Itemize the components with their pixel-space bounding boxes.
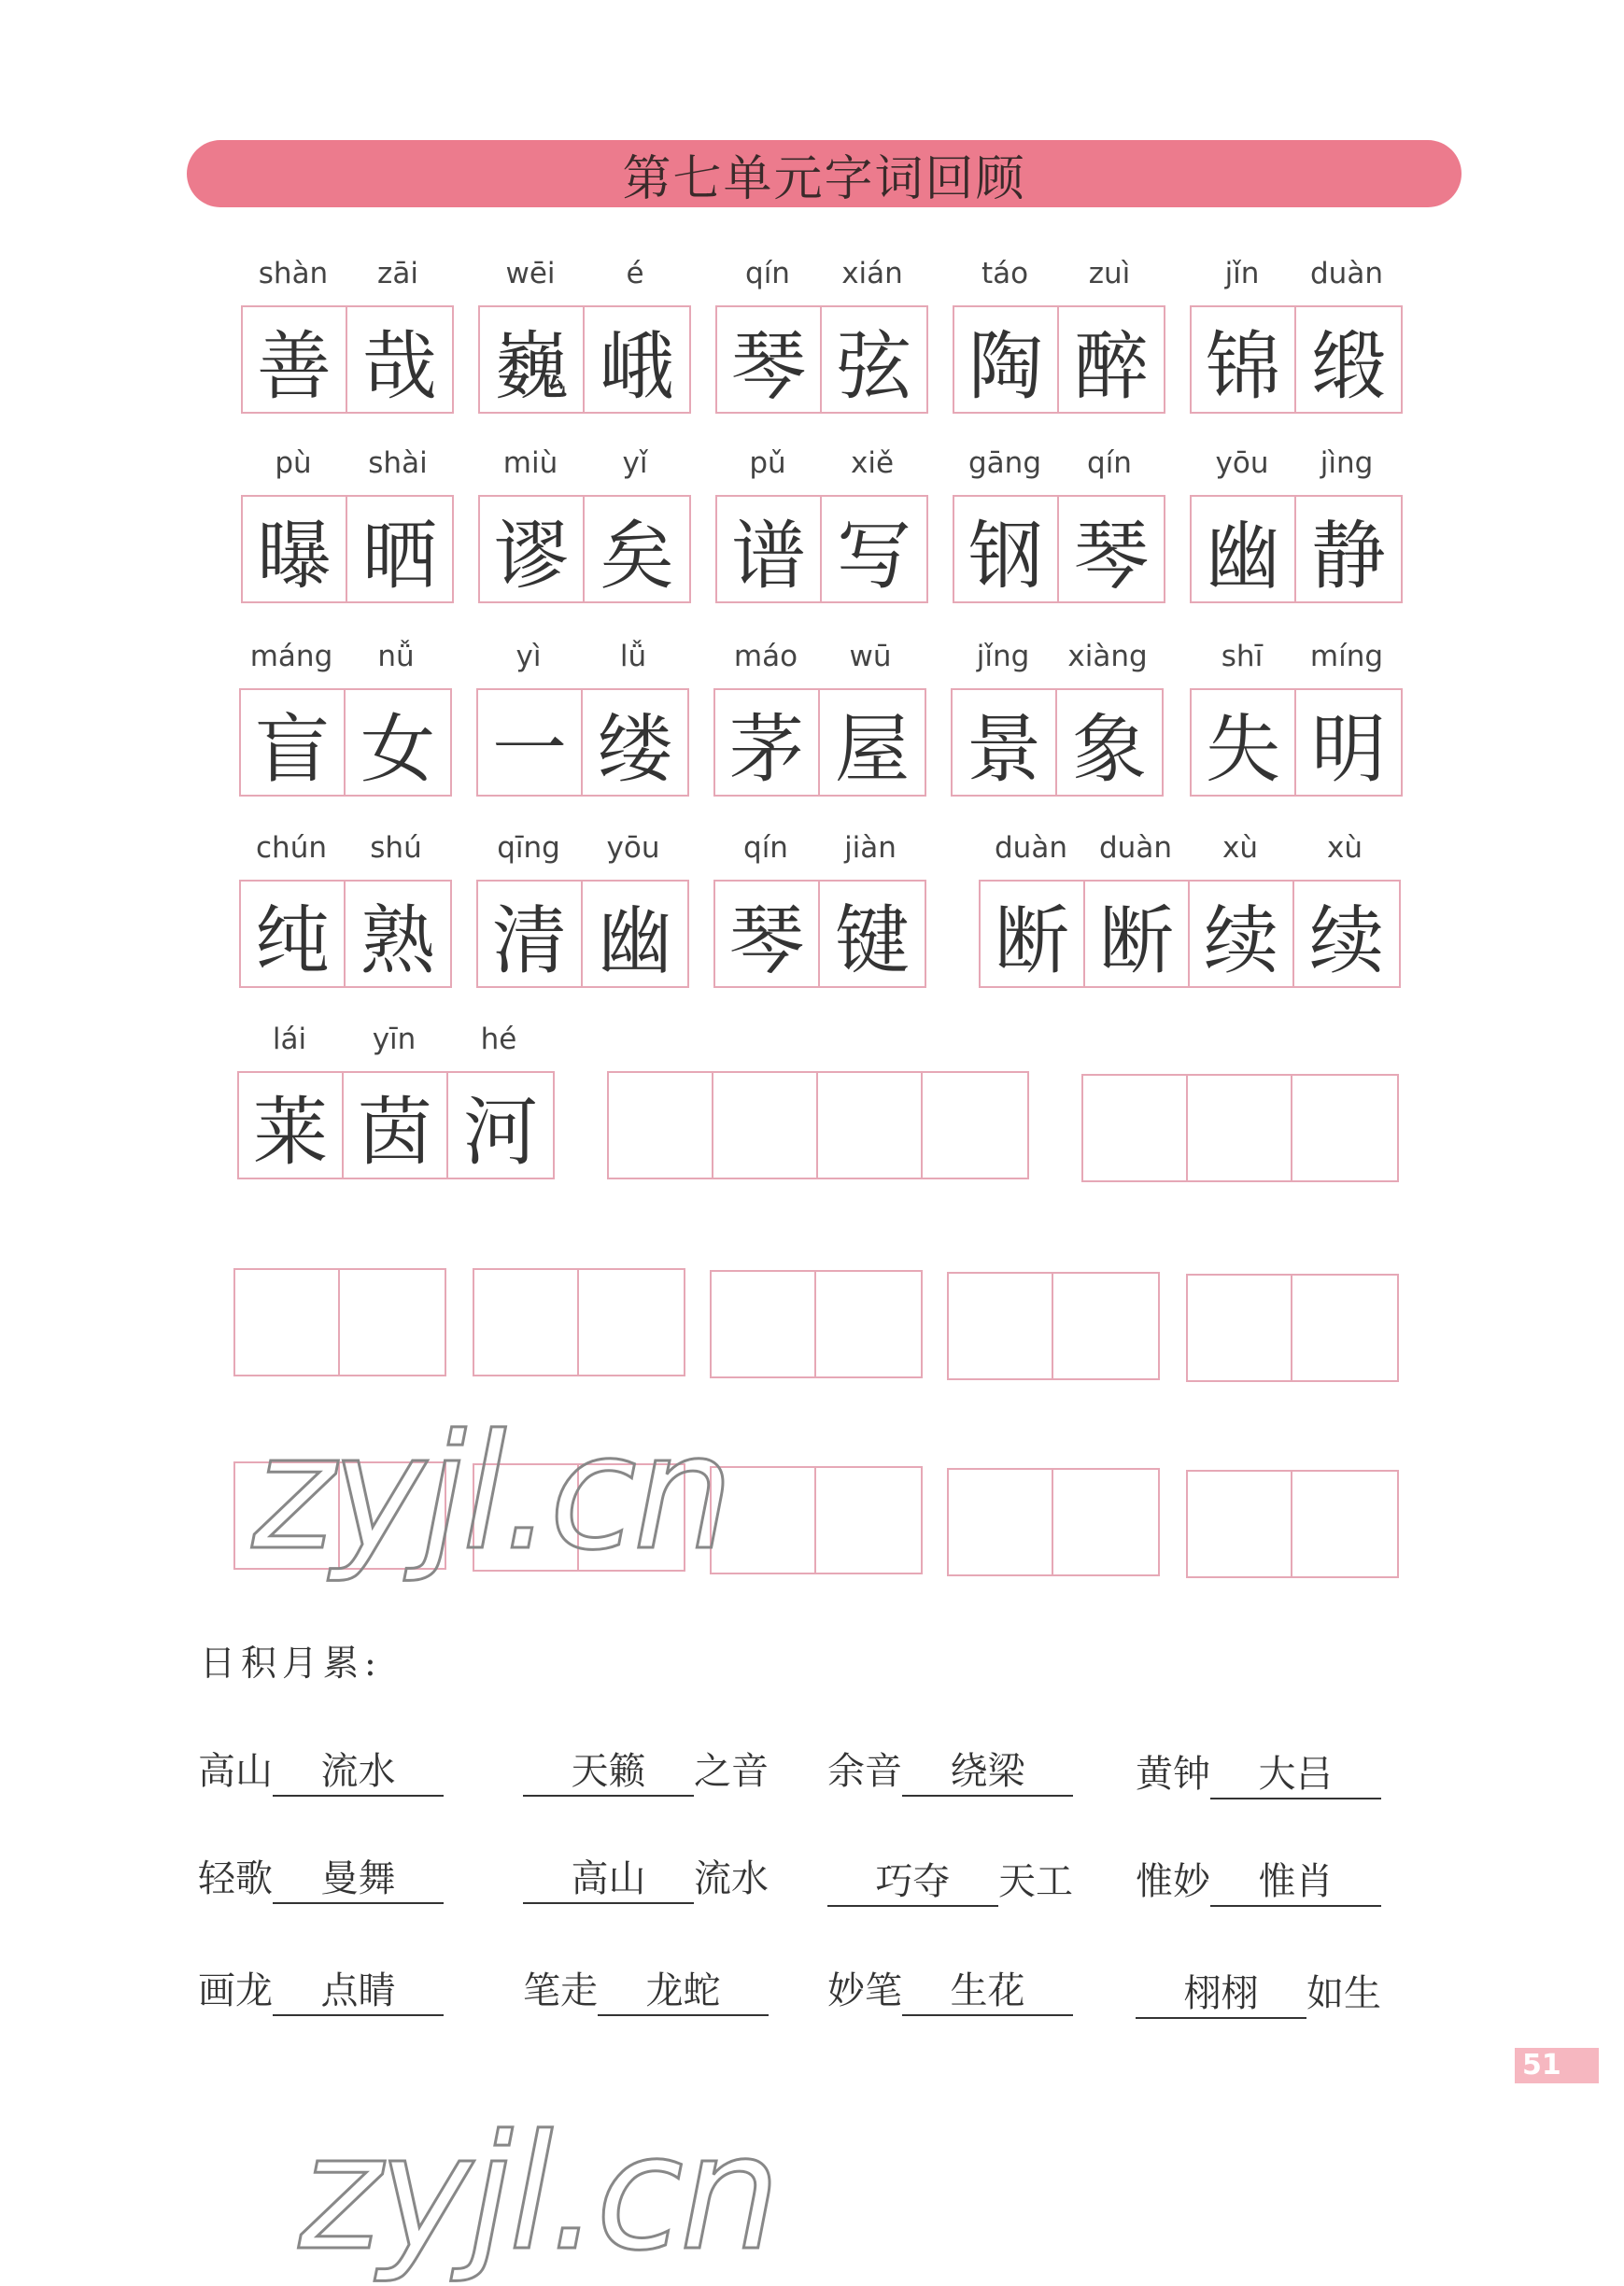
pinyin: gāng — [968, 446, 1041, 480]
hanzi: 纯 — [241, 882, 346, 986]
hanzi: 陶 — [954, 307, 1059, 412]
hanzi: 女 — [360, 705, 435, 793]
hanzi: 屋 — [835, 705, 910, 793]
idiom-answer[interactable]: 生花 — [902, 1961, 1073, 2016]
pinyin: duàn — [995, 831, 1067, 865]
pinyin: míng — [1309, 640, 1384, 673]
idiom-answer[interactable]: 栩栩 — [1136, 1964, 1306, 2019]
pinyin: qín — [1087, 446, 1132, 480]
pinyin: jiàn — [844, 831, 897, 865]
hanzi: 哉 — [362, 322, 437, 410]
unit-title-banner — [187, 140, 1462, 207]
pinyin: máo — [733, 640, 798, 673]
hanzi: 续 — [1190, 882, 1294, 986]
hanzi: 熟 — [360, 896, 435, 984]
idiom-answer[interactable]: 天籁 — [523, 1742, 694, 1797]
tianzige-box — [241, 495, 454, 603]
tianzige-box — [476, 688, 689, 797]
hanzi: 盲 — [241, 690, 346, 795]
pinyin: zuì — [1088, 257, 1131, 290]
idiom-item: 高山 流水 — [523, 1849, 769, 1904]
tianzige-box — [1190, 688, 1403, 797]
hanzi: 清 — [478, 882, 583, 986]
pinyin: pǔ — [749, 446, 786, 480]
pinyin: táo — [981, 257, 1029, 290]
hanzi: 善 — [243, 307, 347, 412]
hanzi: 断 — [1085, 882, 1190, 986]
idiom-item: 巧夺 天工 — [827, 1852, 1073, 1907]
hanzi: 景 — [953, 690, 1057, 795]
hanzi: 河 — [463, 1088, 538, 1176]
hanzi: 断 — [981, 882, 1085, 986]
empty-writing-box[interactable] — [473, 1268, 685, 1376]
pinyin: pù — [275, 446, 312, 480]
hanzi: 幽 — [598, 896, 672, 984]
hanzi: 缎 — [1311, 322, 1386, 410]
pinyin: zāi — [377, 257, 418, 290]
pinyin: yōu — [1215, 446, 1269, 480]
hanzi: 矣 — [600, 512, 674, 600]
idiom-answer[interactable]: 绕梁 — [902, 1742, 1073, 1797]
pinyin: jìng — [1320, 446, 1374, 480]
tianzige-box — [715, 305, 928, 414]
pinyin: é — [626, 257, 644, 290]
page-number: 51 — [1515, 2048, 1599, 2083]
pinyin: lǚ — [619, 640, 647, 673]
pinyin: qín — [745, 257, 790, 290]
pinyin: wēi — [505, 257, 556, 290]
pinyin: hé — [480, 1023, 517, 1056]
idiom-item: 天籁 之音 — [523, 1742, 769, 1797]
section-heading: 日积月累: — [200, 1643, 382, 1684]
idiom-item: 画龙 点睛 — [198, 1961, 444, 2016]
pinyin: xù — [1327, 831, 1363, 865]
empty-writing-box[interactable] — [947, 1468, 1160, 1576]
idiom-item: 轻歌 曼舞 — [198, 1849, 444, 1904]
pinyin: xù — [1222, 831, 1258, 865]
hanzi: 琴 — [717, 307, 822, 412]
pinyin: qīng — [497, 831, 560, 865]
pinyin: shú — [370, 831, 422, 865]
tianzige-box — [953, 305, 1165, 414]
pinyin: shī — [1221, 640, 1264, 673]
idiom-item: 栩栩 如生 — [1136, 1964, 1381, 2019]
empty-writing-box[interactable] — [1186, 1470, 1399, 1578]
empty-writing-box[interactable] — [710, 1270, 923, 1378]
idiom-answer[interactable]: 流水 — [273, 1742, 444, 1797]
pinyin: lái — [272, 1023, 307, 1056]
hanzi: 幽 — [1192, 497, 1296, 601]
hanzi: 失 — [1192, 690, 1296, 795]
idiom-item: 惟妙 惟肖 — [1136, 1852, 1381, 1907]
hanzi: 晒 — [362, 512, 437, 600]
tianzige-box — [713, 688, 926, 797]
hanzi: 弦 — [837, 322, 911, 410]
tianzige-box — [478, 495, 691, 603]
pinyin: chún — [256, 831, 327, 865]
hanzi: 象 — [1072, 705, 1147, 793]
hanzi: 峨 — [600, 322, 674, 410]
pinyin: nǚ — [377, 640, 415, 673]
empty-writing-box[interactable] — [607, 1071, 1029, 1179]
tianzige-box — [713, 880, 926, 988]
pinyin: yōu — [606, 831, 660, 865]
pinyin: máng — [249, 640, 333, 673]
idiom-answer[interactable]: 高山 — [523, 1849, 694, 1904]
hanzi: 键 — [835, 896, 910, 984]
idiom-item: 高山 流水 — [198, 1742, 444, 1797]
hanzi: 莱 — [239, 1073, 344, 1178]
tianzige-box — [1190, 305, 1403, 414]
hanzi: 续 — [1309, 896, 1384, 984]
tianzige-box — [715, 495, 928, 603]
watermark-logo: zyjl.cn — [252, 1401, 730, 1586]
empty-writing-box[interactable] — [947, 1272, 1160, 1380]
idiom-item: 余音 绕梁 — [827, 1742, 1073, 1797]
hanzi: 谱 — [717, 497, 822, 601]
tianzige-box — [237, 1071, 555, 1179]
hanzi: 锦 — [1192, 307, 1296, 412]
empty-writing-box[interactable] — [1081, 1074, 1399, 1182]
tianzige-box — [476, 880, 689, 988]
pinyin: xián — [841, 257, 903, 290]
tianzige-box — [951, 688, 1164, 797]
hanzi: 谬 — [480, 497, 585, 601]
idiom-answer[interactable]: 龙蛇 — [598, 1961, 769, 2016]
hanzi: 琴 — [715, 882, 820, 986]
tianzige-box — [979, 880, 1401, 988]
pinyin: duàn — [1099, 831, 1172, 865]
idiom-answer[interactable]: 曼舞 — [273, 1849, 444, 1904]
idiom-item: 黄钟 大吕 — [1136, 1744, 1381, 1799]
pinyin: shài — [368, 446, 428, 480]
pinyin: xiàng — [1067, 640, 1148, 673]
page-title: 第七单元字词回顾 — [622, 150, 1026, 207]
pinyin: qín — [743, 831, 788, 865]
empty-writing-box[interactable] — [233, 1268, 446, 1376]
hanzi: 钢 — [954, 497, 1059, 601]
pinyin: wū — [849, 640, 892, 673]
pinyin: duàn — [1310, 257, 1383, 290]
pinyin: jǐn — [1224, 257, 1260, 290]
idiom-item: 笔走 龙蛇 — [523, 1961, 769, 2016]
hanzi: 茅 — [715, 690, 820, 795]
pinyin: yì — [515, 640, 542, 673]
hanzi: 琴 — [1074, 512, 1149, 600]
pinyin: yǐ — [622, 446, 648, 480]
empty-writing-box[interactable] — [710, 1466, 923, 1574]
hanzi: 缕 — [598, 705, 672, 793]
tianzige-box — [239, 880, 452, 988]
hanzi: 明 — [1311, 705, 1386, 793]
hanzi: 醉 — [1074, 322, 1149, 410]
pinyin: yīn — [372, 1023, 417, 1056]
pinyin: miù — [502, 446, 558, 480]
hanzi: 曝 — [243, 497, 347, 601]
hanzi: 巍 — [480, 307, 585, 412]
hanzi: 静 — [1311, 512, 1386, 600]
pinyin: jǐng — [976, 640, 1030, 673]
watermark-logo: zyjl.cn — [299, 2101, 777, 2286]
hanzi: 茵 — [344, 1073, 448, 1178]
idiom-answer[interactable]: 巧夺 — [827, 1852, 998, 1907]
hanzi: 写 — [837, 512, 911, 600]
pinyin: shàn — [258, 257, 329, 290]
idiom-answer[interactable]: 点睛 — [273, 1961, 444, 2016]
idiom-answer[interactable]: 惟肖 — [1210, 1852, 1381, 1907]
pinyin: xiě — [850, 446, 895, 480]
hanzi: 一 — [478, 690, 583, 795]
tianzige-box — [1190, 495, 1403, 603]
idiom-item: 妙笔 生花 — [827, 1961, 1073, 2016]
tianzige-box — [239, 688, 452, 797]
idiom-answer[interactable]: 大吕 — [1210, 1744, 1381, 1799]
tianzige-box — [478, 305, 691, 414]
empty-writing-box[interactable] — [1186, 1274, 1399, 1382]
tianzige-box — [241, 305, 454, 414]
tianzige-box — [953, 495, 1165, 603]
